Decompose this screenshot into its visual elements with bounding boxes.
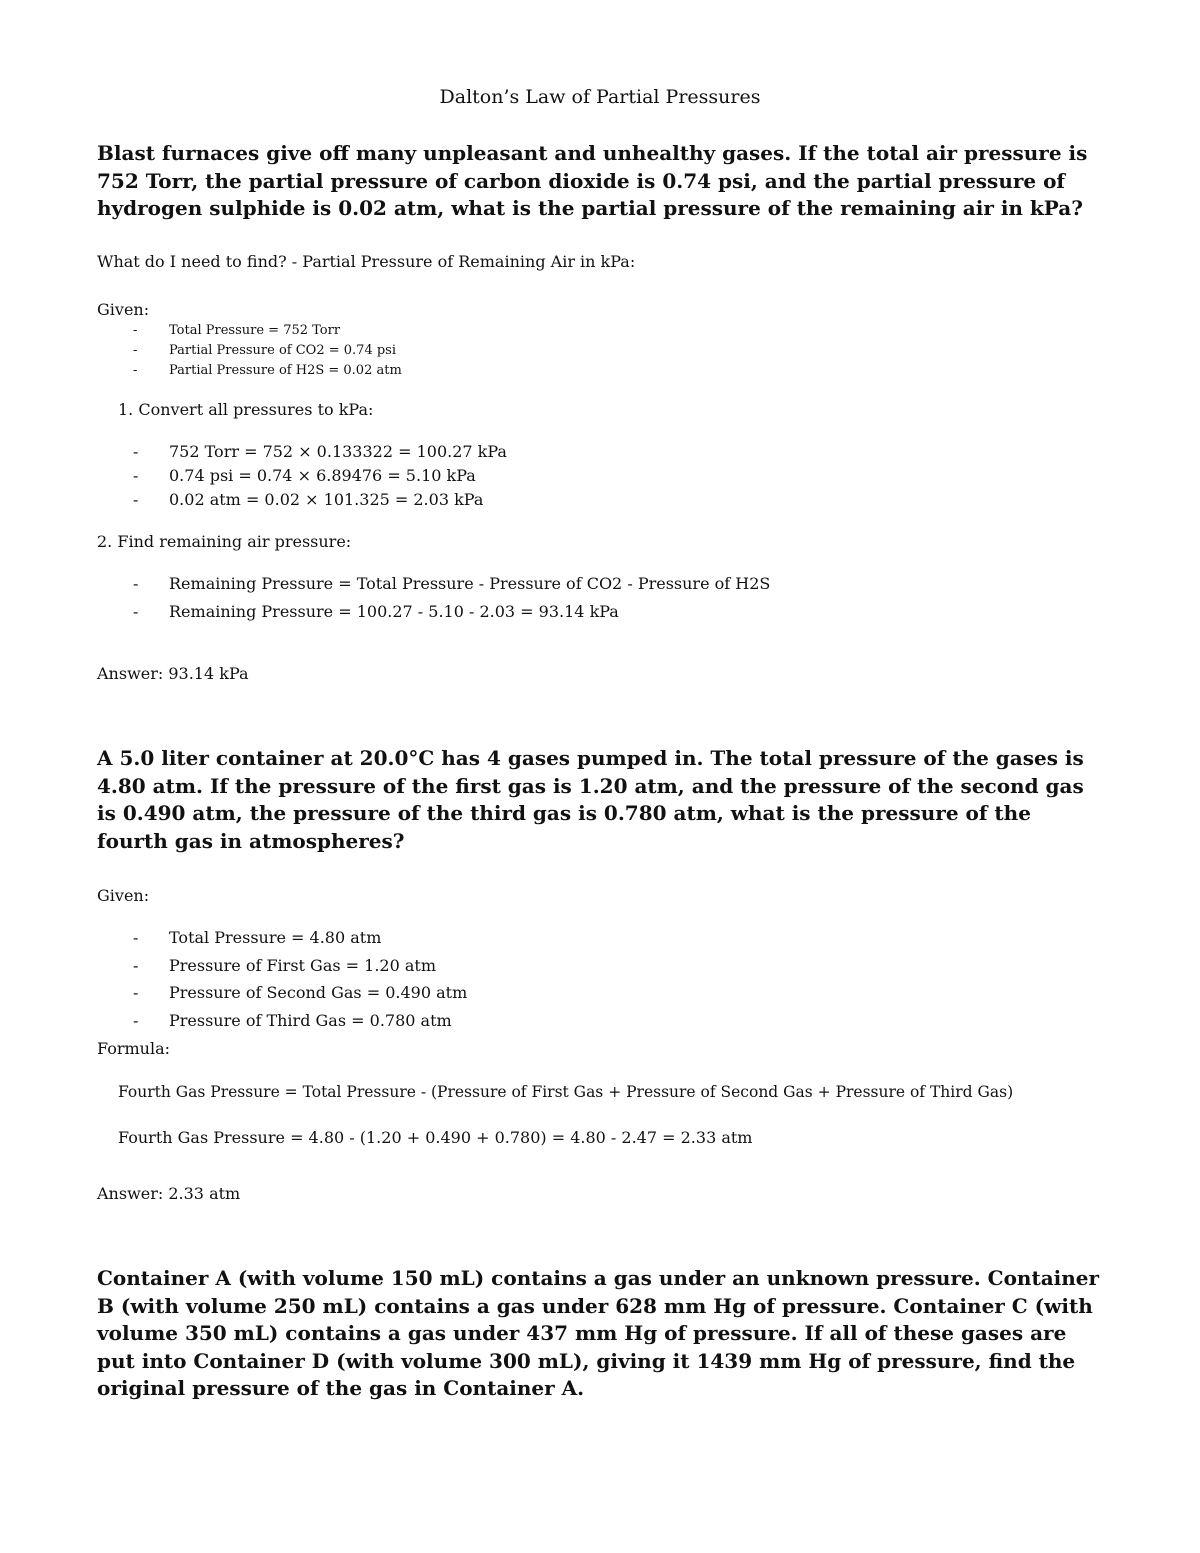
- problem-2-answer: Answer: 2.33 atm: [97, 1184, 241, 1203]
- list-item: - Pressure of First Gas = 1.20 atm: [97, 952, 467, 980]
- list-item: - Partial Pressure of CO2 = 0.74 psi: [97, 341, 402, 361]
- problem-1-given-label: Given:: [97, 300, 150, 319]
- list-item: - 0.74 psi = 0.74 × 6.89476 = 5.10 kPa: [97, 464, 507, 488]
- list-item: - 752 Torr = 752 × 0.133322 = 100.27 kPa: [97, 440, 507, 464]
- problem-2-formula: Fourth Gas Pressure = Total Pressure - (Pressure of First Gas + Pressure of Second Gas + Pressure of Third Gas): [118, 1083, 1014, 1101]
- list-item: - Total Pressure = 752 Torr: [97, 321, 402, 341]
- problem-1-given-list: [97, 321, 402, 381]
- problem-2-formula-label: Formula:: [97, 1039, 171, 1058]
- problem-3-question: Container A (with volume 150 mL) contains a gas under an unknown pressure. Container B (with volume 250 mL) contains a gas under 628 mm Hg of pressure. Container C (with volume 350 mL) contains a gas under 437 mm Hg of pressure. If all of these gases are put into Container D (with volume 300 mL), giving it 1439 mm Hg of pressure, find the original pressure of the gas in Container A.: [97, 1266, 1100, 1400]
- list-item: - Remaining Pressure = Total Pressure - Pressure of CO2 - Pressure of H2S: [97, 570, 770, 598]
- problem-1-answer: Answer: 93.14 kPa: [97, 664, 249, 683]
- problem-1-step2-title: 2. Find remaining air pressure:: [97, 532, 352, 551]
- list-item: - Total Pressure = 4.80 atm: [97, 924, 467, 952]
- problem-2-question: A 5.0 liter container at 20.0°C has 4 gases pumped in. The total pressure of the gases is 4.80 atm. If the pressure of the first gas is 1.20 atm, and the pressure of the second gas is 0.490 atm, the pressure of the third gas is 0.780 atm, what is the pressure of the fourth gas in atmospheres?: [97, 746, 1084, 853]
- list-item: - Remaining Pressure = 100.27 - 5.10 - 2.03 = 93.14 kPa: [97, 598, 770, 626]
- problem-1-step1-title: 1. Convert all pressures to kPa:: [118, 400, 374, 419]
- problem-1-step2-list: [97, 570, 770, 625]
- problem-2-given-label: Given:: [97, 886, 150, 905]
- list-item: - Pressure of Third Gas = 0.780 atm: [97, 1007, 467, 1035]
- problem-1-step1-list: [97, 440, 507, 512]
- problem-2-given-list: [97, 924, 467, 1034]
- problem-2-calculation: Fourth Gas Pressure = 4.80 - (1.20 + 0.490 + 0.780) = 4.80 - 2.47 = 2.33 atm: [118, 1128, 753, 1147]
- list-item: - Partial Pressure of H2S = 0.02 atm: [97, 361, 402, 381]
- problem-1-question: Blast furnaces give off many unpleasant and unhealthy gases. If the total air pressure is 752 Torr, the partial pressure of carbon dioxide is 0.74 psi, and the partial pressure of hydrogen sulphide is 0.02 atm, what is the partial pressure of the remaining air in kPa?: [97, 141, 1088, 220]
- problem-1-find: What do I need to find? - Partial Pressure of Remaining Air in kPa:: [97, 252, 636, 271]
- page-title: Dalton’s Law of Partial Pressures: [439, 86, 761, 108]
- list-item: - 0.02 atm = 0.02 × 101.325 = 2.03 kPa: [97, 488, 507, 512]
- list-item: - Pressure of Second Gas = 0.490 atm: [97, 979, 467, 1007]
